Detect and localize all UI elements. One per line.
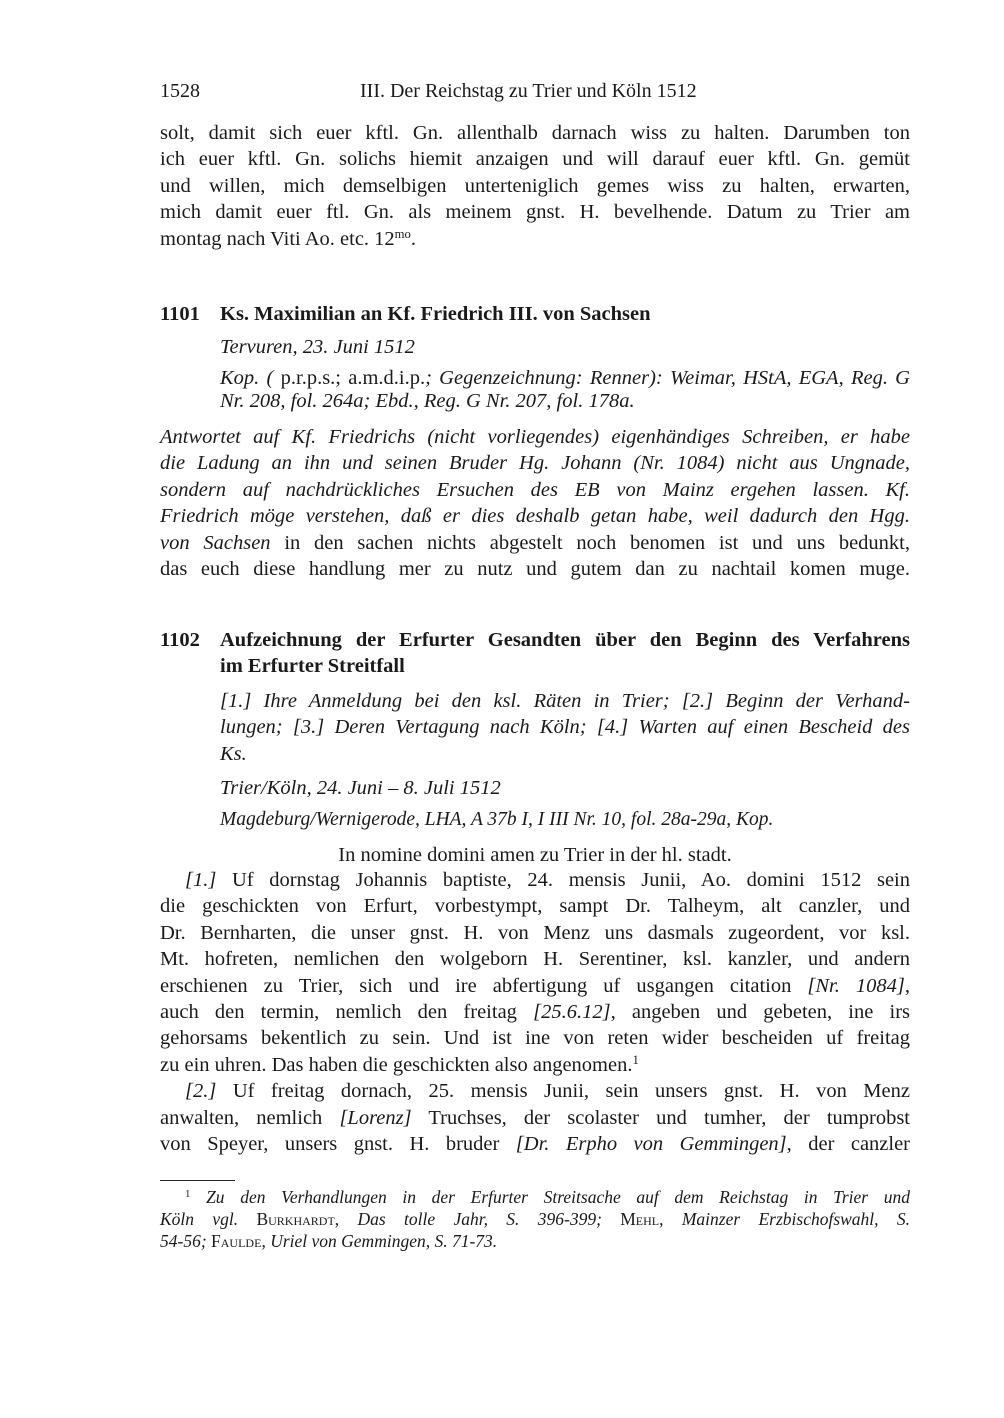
text-segment: zu ein uhren. Das haben die geschickten also angenomen. — [160, 1053, 633, 1076]
text-segment: [25.6.12] — [533, 1000, 611, 1023]
text-segment: , angeben und gebeten, ine irs — [610, 1000, 910, 1023]
invocation: In nomine domini amen zu Trier in der hl. stadt. — [338, 844, 732, 866]
text-line — [160, 556, 910, 582]
text-segment: [Nr. 1084] — [807, 974, 905, 997]
text-segment: von Sachsen — [160, 531, 271, 554]
text-line — [160, 893, 910, 919]
text-line — [160, 1078, 910, 1104]
text-segment: Mehl — [620, 1209, 660, 1229]
text-line — [160, 1025, 910, 1051]
summary — [160, 424, 910, 582]
text-segment: , — [334, 1209, 358, 1229]
text-segment: [1.] Ihre Anmeldung bei den ksl. Räten in Trier; [2.] Beginn der Verhand- — [220, 690, 910, 712]
text-line — [160, 146, 910, 172]
source-note: Magdeburg/Wernigerode, LHA, A 37b I, I III Nr. 10, fol. 28a-29a, Kop. — [220, 809, 774, 830]
text-segment: solt, damit sich euer kftl. Gn. allenthalb darnach wiss zu halten. Darumben ton — [160, 122, 910, 144]
text-line — [160, 477, 910, 503]
text-segment: Mt. hofreten, nemlichen den wolgeborn H. Serentiner, ksl. kanzler, und andern — [160, 948, 910, 971]
text-line — [160, 450, 910, 476]
text-line — [160, 530, 910, 556]
text-line — [160, 199, 910, 225]
text-segment: 54-56; — [160, 1231, 207, 1251]
text-line — [160, 173, 910, 199]
text-line — [160, 973, 910, 999]
source-note — [220, 367, 910, 413]
text-segment: Burkhardt — [256, 1209, 335, 1229]
text-segment: das euch diese handlung mer zu nutz und gutem dan zu nachtail komen muge. — [160, 557, 910, 580]
text-segment: Kop. ( — [220, 367, 274, 389]
intro-paragraph — [160, 120, 910, 252]
text-segment: Friedrich möge verstehen, daß er dies deshalb getan habe, weil dadurch den Hgg. — [160, 505, 910, 528]
text-segment: , — [261, 1231, 271, 1251]
text-segment: die geschickten von Erfurt, vorbestympt, sampt Dr. Talheym, alt canzler, und — [160, 895, 910, 918]
text-segment: Dr. Bernharten, die unser gnst. H. von Menz uns dasmals zugeordent, vor ksl. — [160, 921, 910, 944]
footnote-marker: mo — [394, 226, 411, 241]
footnote-rule — [160, 1180, 235, 1181]
document-1101-heading — [160, 301, 910, 327]
text-segment: Uf dornstag Johannis baptiste, 24. mensis Junii, Ao. domini 1512 sein — [216, 869, 910, 891]
text-segment: Zu den Verhandlungen in der Erfurter Streitsache auf dem Reichstag in Trier und — [206, 1187, 911, 1207]
text-segment: , — [659, 1209, 682, 1229]
text-segment: in den sachen nichts abgestelt noch benomen ist und uns bedunkt, — [270, 531, 911, 554]
text-segment: erschienen zu Trier, sich und ire abfertigung uf usgangen citation — [160, 974, 808, 997]
text-segment: , der canzler — [786, 1132, 911, 1155]
text-segment: lungen; [3.] Deren Vertagung nach Köln; [4.] Warten auf einen Bescheid des — [220, 716, 910, 739]
document-title-line: Aufzeichnung der Erfurter Gesandten über den Beginn des Verfahrens — [220, 629, 910, 651]
text-line — [160, 226, 910, 252]
text-line — [160, 1105, 910, 1131]
text-segment: Mainzer Erzbischofswahl, S. — [681, 1209, 910, 1229]
text-segment: gehorsams bekentlich zu sein. Und ist ine von reten wider bescheiden uf freitag — [160, 1027, 910, 1050]
text-segment — [190, 1187, 206, 1207]
text-line — [160, 1131, 910, 1157]
text-segment: Faulde — [211, 1231, 262, 1251]
text-line — [160, 120, 910, 146]
text-line — [160, 1230, 910, 1252]
text-segment: Ks. — [220, 742, 247, 765]
text-segment: Das tolle Jahr, S. 396-399; — [357, 1209, 602, 1229]
text-segment: p.r.p.s.; — [273, 367, 341, 389]
text-line — [160, 424, 910, 450]
text-line — [160, 1052, 910, 1078]
text-segment: ich euer kftl. Gn. solichs hiemit anzaigen und will darauf euer kftl. Gn. gemüt — [160, 148, 910, 171]
place-date: Tervuren, 23. Juni 1512 — [220, 336, 415, 358]
text-segment: Uriel von Gemmingen, S. 71-73. — [270, 1231, 498, 1251]
text-segment: Uf freitag dornach, 25. mensis Junii, sein unsers gnst. H. von Menz — [216, 1080, 910, 1103]
text-segment: ; Gegenzeichnung: Renner): Weimar, HStA, EGA, Reg. G — [425, 367, 910, 389]
text-line — [160, 946, 910, 972]
text-line — [160, 920, 910, 946]
text-segment: anwalten, nemlich — [160, 1106, 340, 1129]
text-line — [160, 999, 910, 1025]
footnotes — [160, 1186, 910, 1252]
text-line — [220, 688, 910, 714]
text-segment: die Ladung an ihn und seinen Bruder Hg. Johann (Nr. 1084) nicht aus Ungnade, — [160, 452, 910, 475]
document-number: 1102 — [160, 629, 200, 651]
text-line — [160, 1208, 910, 1230]
text-segment: [1.] — [185, 869, 217, 891]
text-segment: montag nach Viti Ao. etc. 12 — [160, 227, 395, 250]
text-segment: [Lorenz] — [339, 1106, 412, 1129]
text-segment — [602, 1209, 620, 1229]
text-segment: [Dr. Erpho von Gemmingen] — [515, 1132, 787, 1155]
text-line — [160, 1186, 910, 1208]
footnote-marker: 1 — [185, 1188, 191, 1201]
document-title-line: im Erfurter Streitfall — [220, 655, 405, 678]
text-line — [220, 741, 910, 767]
contents-summary — [220, 688, 910, 767]
text-segment: Köln vgl. — [160, 1209, 239, 1229]
text-segment: . — [410, 227, 417, 250]
text-segment: Nr. 208, fol. 264a; Ebd., Reg. G Nr. 207, fol. 178a. — [220, 390, 635, 412]
document-1102-heading — [160, 627, 910, 680]
text-line — [220, 714, 910, 740]
document-title: Ks. Maximilian an Kf. Friedrich III. von Sachsen — [220, 303, 651, 325]
running-title: III. Der Reichstag zu Trier und Köln 1512 — [360, 80, 697, 102]
place-date: Trier/Köln, 24. Juni – 8. Juli 1512 — [220, 777, 501, 799]
text-line — [220, 367, 910, 390]
document-number: 1101 — [160, 303, 200, 325]
text-segment: Truchses, der scolaster und tumher, der tumprobst — [411, 1106, 910, 1129]
page-number: 1528 — [160, 80, 200, 102]
text-segment: und willen, mich demselbigen unterteniglich gemes wiss zu halten, erwarten, — [160, 174, 910, 197]
text-line — [160, 503, 910, 529]
text-segment: auch den termin, nemlich den freitag — [160, 1000, 534, 1023]
body-text — [160, 867, 910, 1157]
text-segment: sondern auf nachdrückliches Ersuchen des EB von Mainz ergehen lassen. Kf. — [160, 478, 910, 501]
footnote-marker: 1 — [632, 1052, 639, 1067]
text-segment: Antwortet auf Kf. Friedrichs (nicht vorliegendes) eigenhändiges Schreiben, er habe — [160, 426, 910, 448]
text-segment: mich damit euer ftl. Gn. als meinem gnst. H. bevelhende. Datum zu Trier am — [160, 201, 910, 224]
text-segment: von Speyer, unsers gnst. H. bruder — [160, 1132, 516, 1155]
text-segment: [2.] — [185, 1080, 217, 1103]
text-line — [220, 390, 910, 413]
text-segment: , — [904, 974, 910, 997]
text-segment — [238, 1209, 256, 1229]
text-line — [160, 867, 910, 893]
text-segment: a.m.d.i.p. — [341, 367, 426, 389]
